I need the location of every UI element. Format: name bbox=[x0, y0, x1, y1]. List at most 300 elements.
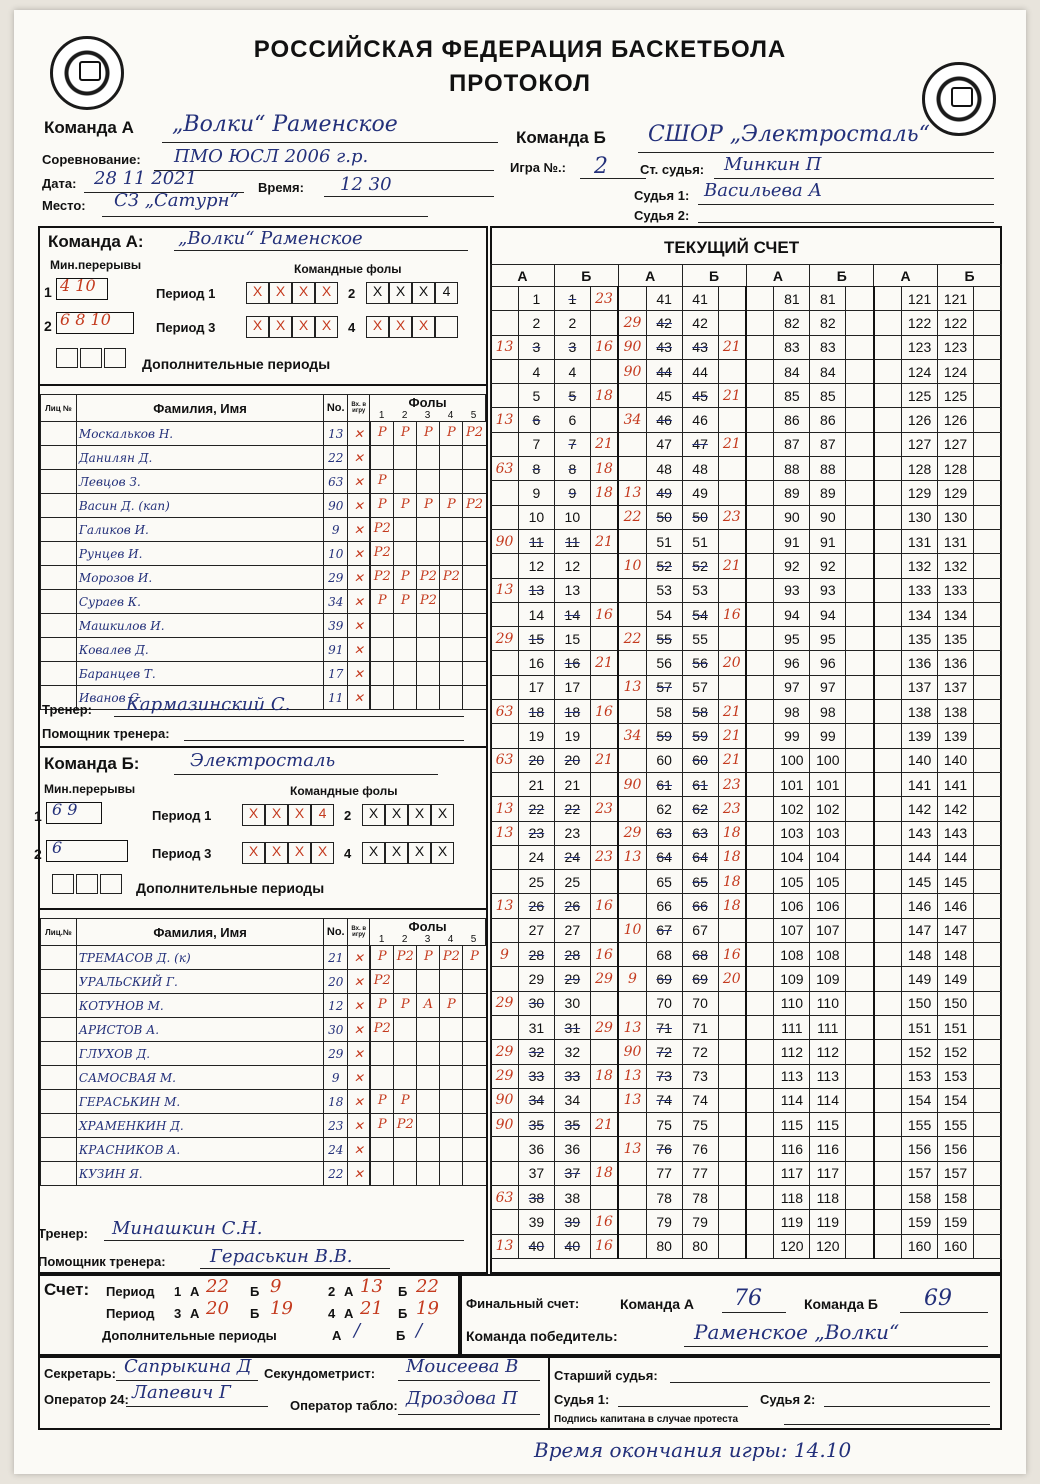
score-b-player: 18 bbox=[590, 457, 618, 481]
final-score-label: Финальный счет: bbox=[466, 1296, 580, 1311]
score-a-number: 12 bbox=[518, 554, 554, 578]
score-col-a: А bbox=[874, 265, 938, 287]
score-a-player bbox=[874, 772, 902, 796]
score-b-number: 31 bbox=[554, 1015, 590, 1039]
score-a-player bbox=[874, 457, 902, 481]
team-a-player-row: Рунцев И. 10 ✕ P2 bbox=[41, 542, 486, 566]
place-label: Место: bbox=[42, 198, 86, 213]
player-number: 11 bbox=[324, 686, 348, 710]
player-foul: P bbox=[393, 590, 416, 613]
score-a-number: 7 bbox=[518, 432, 554, 456]
player-foul bbox=[393, 614, 416, 637]
team-b-player-row: КОТУНОВ М. 12 ✕ P P A P bbox=[41, 994, 486, 1018]
player-foul bbox=[416, 970, 439, 993]
score-a-player bbox=[874, 918, 902, 942]
score-a-player: 90 bbox=[491, 529, 519, 553]
player-name: САМОСВАЯ М. bbox=[76, 1066, 323, 1090]
score-b-player bbox=[846, 311, 874, 335]
team-a-roster: Лиц № Фамилия, Имя No. Вх. в игру Фолы 1 2 3 4 5 Москальков Н. 13 ✕ P P P P P2 Данилян Д. 22 ✕ Левцов З. 63 ✕ P Васин Д. (кап) 90 ✕ P P P P P2 Галиков И. 9 ✕ P2 Рунцев И. 10 ✕ P2 Морозов И. 29 ✕ P2 P P2 P2 Сураев К. 34 ✕ P P P2 Машкилов И. 39 ✕ Ковалев Д. 91 ✕ Баранцев Т. 17 ✕ Иванов С. 11 ✕ bbox=[40, 394, 486, 710]
team-a-coach-value: Кармазинский С. bbox=[126, 694, 291, 715]
score-a-number: 31 bbox=[518, 1015, 554, 1039]
player-name: ХРАМЕНКИН Д. bbox=[76, 1114, 323, 1138]
score-b-player bbox=[846, 1185, 874, 1209]
score-row bbox=[491, 311, 1002, 335]
score-b-player bbox=[846, 602, 874, 626]
score-b-number: 14 bbox=[554, 602, 590, 626]
score-col-a: А bbox=[491, 265, 555, 287]
score-b-number: 105 bbox=[810, 870, 846, 894]
score-a-player bbox=[618, 1161, 646, 1185]
score-a-player bbox=[874, 748, 902, 772]
score-a-player: 13 bbox=[491, 797, 519, 821]
score-b-number: 102 bbox=[810, 797, 846, 821]
score-a-number: 97 bbox=[774, 675, 810, 699]
score-a-player: 34 bbox=[618, 408, 646, 432]
score-a-number: 90 bbox=[774, 505, 810, 529]
score-a-number: 96 bbox=[774, 651, 810, 675]
score-b-player bbox=[590, 724, 618, 748]
score-a-number: 126 bbox=[902, 408, 938, 432]
player-foul bbox=[370, 662, 393, 685]
score-b-number: 127 bbox=[938, 432, 974, 456]
score-a-number: 130 bbox=[902, 505, 938, 529]
score-a-player bbox=[491, 967, 519, 991]
date-value: 28 11 2021 bbox=[94, 168, 198, 189]
score-a-number: 112 bbox=[774, 1040, 810, 1064]
score-a-player bbox=[746, 408, 774, 432]
score-a-player bbox=[746, 845, 774, 869]
score-b-player bbox=[973, 675, 1001, 699]
player-name: КОТУНОВ М. bbox=[76, 994, 323, 1018]
ref1-label: Судья 1: bbox=[634, 188, 690, 203]
score-b-player bbox=[973, 554, 1001, 578]
score-b-player bbox=[718, 1234, 746, 1258]
score-a-number: 99 bbox=[774, 724, 810, 748]
score-a-player bbox=[874, 1064, 902, 1088]
score-a-player bbox=[746, 894, 774, 918]
score-b-number: 11 bbox=[554, 529, 590, 553]
score-a-player: 10 bbox=[618, 554, 646, 578]
score-a-number: 73 bbox=[646, 1064, 682, 1088]
score-a-number: 148 bbox=[902, 943, 938, 967]
score-row bbox=[491, 1015, 1002, 1039]
score-a-number: 117 bbox=[774, 1161, 810, 1185]
team-b-label: Команда Б bbox=[516, 128, 606, 147]
score-b-number: 8 bbox=[554, 457, 590, 481]
score-b-player bbox=[846, 724, 874, 748]
player-foul: P bbox=[370, 590, 393, 613]
score-b-player bbox=[973, 918, 1001, 942]
player-name: Баранцев Т. bbox=[76, 662, 323, 686]
score-b-player bbox=[846, 578, 874, 602]
score-b-player bbox=[718, 1113, 746, 1137]
score-b-player bbox=[973, 1137, 1001, 1161]
team-b-player-row: САМОСВАЯ М. 9 ✕ bbox=[41, 1066, 486, 1090]
score-col-a: А bbox=[618, 265, 682, 287]
score-b-number: 137 bbox=[938, 675, 974, 699]
sign-ref1-label: Судья 1: bbox=[554, 1392, 610, 1407]
player-name: Васин Д. (кап) bbox=[76, 494, 323, 518]
score-row bbox=[491, 602, 1002, 626]
player-foul bbox=[393, 518, 416, 541]
score-a-player bbox=[746, 578, 774, 602]
score-row bbox=[491, 578, 1002, 602]
score-b-number: 25 bbox=[554, 870, 590, 894]
score-b-player bbox=[973, 772, 1001, 796]
team-a-period3-label: Период 3 bbox=[156, 320, 216, 335]
score-b-player: 16 bbox=[590, 700, 618, 724]
score-a-number: 149 bbox=[902, 967, 938, 991]
player-name: Левцов З. bbox=[76, 470, 323, 494]
score-a-player bbox=[874, 384, 902, 408]
player-number: 24 bbox=[324, 1138, 348, 1162]
score-a-number: 24 bbox=[518, 845, 554, 869]
score-b-number: 156 bbox=[938, 1137, 974, 1161]
score-a-player bbox=[746, 335, 774, 359]
score-a-number: 25 bbox=[518, 870, 554, 894]
score-a-player: 90 bbox=[618, 1040, 646, 1064]
player-foul: P2 bbox=[462, 422, 485, 445]
player-foul: P2 bbox=[416, 566, 439, 589]
score-b-player bbox=[973, 432, 1001, 456]
team-b-assistant-label: Помощник тренера: bbox=[38, 1254, 166, 1269]
score-a-number: 143 bbox=[902, 821, 938, 845]
score-b-player bbox=[973, 870, 1001, 894]
ref1-value: Васильева А bbox=[704, 180, 823, 201]
score-a-player bbox=[746, 700, 774, 724]
score-a-number: 70 bbox=[646, 991, 682, 1015]
score-b-player bbox=[846, 1040, 874, 1064]
team-b-fouls-p1: X X X 4 bbox=[242, 804, 334, 826]
score-a-number: 77 bbox=[646, 1161, 682, 1185]
score-a-number: 133 bbox=[902, 578, 938, 602]
score-a-number: 48 bbox=[646, 457, 682, 481]
score-a-player bbox=[746, 1088, 774, 1112]
score-b-number: 124 bbox=[938, 359, 974, 383]
score-a-player bbox=[874, 797, 902, 821]
score-b-number: 15 bbox=[554, 627, 590, 651]
score-b-player: 18 bbox=[718, 845, 746, 869]
score-a-number: 116 bbox=[774, 1137, 810, 1161]
score-b-player bbox=[846, 1210, 874, 1234]
score-a-player bbox=[618, 943, 646, 967]
score-b-number: 44 bbox=[682, 359, 718, 383]
score-b-player: 21 bbox=[590, 432, 618, 456]
score-b-player: 18 bbox=[590, 481, 618, 505]
score-a-number: 144 bbox=[902, 845, 938, 869]
score-a-player bbox=[746, 1137, 774, 1161]
score-a-player bbox=[746, 918, 774, 942]
score-a-player: 29 bbox=[618, 821, 646, 845]
score-row bbox=[491, 529, 1002, 553]
score-b-player bbox=[973, 408, 1001, 432]
player-foul bbox=[439, 614, 462, 637]
score-p2-a: 13 bbox=[360, 1276, 383, 1297]
score-a-number: 86 bbox=[774, 408, 810, 432]
captain-protest-label: Подпись капитана в случае протеста bbox=[554, 1414, 739, 1425]
score-b-number: 57 bbox=[682, 675, 718, 699]
score-b-number: 147 bbox=[938, 918, 974, 942]
score-b-player bbox=[973, 1113, 1001, 1137]
player-foul bbox=[462, 994, 485, 1017]
score-a-number: 150 bbox=[902, 991, 938, 1015]
score-b-number: 36 bbox=[554, 1137, 590, 1161]
score-a-number: 153 bbox=[902, 1064, 938, 1088]
score-a-number: 111 bbox=[774, 1015, 810, 1039]
score-b-player bbox=[846, 845, 874, 869]
score-a-number: 83 bbox=[774, 335, 810, 359]
team-b-col-fouls: Фолы bbox=[408, 919, 447, 934]
player-number: 39 bbox=[324, 614, 348, 638]
score-b-player: 16 bbox=[590, 335, 618, 359]
score-a-number: 58 bbox=[646, 700, 682, 724]
score-a-player bbox=[746, 529, 774, 553]
score-b-player: 16 bbox=[718, 602, 746, 626]
score-p1-b: 9 bbox=[270, 1276, 282, 1297]
player-foul: P bbox=[393, 494, 416, 517]
score-b-number: 49 bbox=[682, 481, 718, 505]
score-b-number: 111 bbox=[810, 1015, 846, 1039]
score-row bbox=[491, 554, 1002, 578]
score-b-player: 21 bbox=[590, 651, 618, 675]
score-b-number: 79 bbox=[682, 1210, 718, 1234]
score-b-number: 71 bbox=[682, 1015, 718, 1039]
player-foul: P bbox=[370, 946, 393, 969]
score-a-player: 22 bbox=[618, 627, 646, 651]
player-foul bbox=[439, 1066, 462, 1089]
score-a-number: 29 bbox=[518, 967, 554, 991]
score-a-number: 6 bbox=[518, 408, 554, 432]
team-a-col-play: Вх. в игру bbox=[348, 395, 370, 422]
score-b-number: 23 bbox=[554, 821, 590, 845]
score-b-player bbox=[846, 870, 874, 894]
player-foul bbox=[393, 1138, 416, 1161]
score-a-number: 139 bbox=[902, 724, 938, 748]
score-p1-no: 1 bbox=[174, 1284, 182, 1299]
score-a-player bbox=[618, 1210, 646, 1234]
score-b-player bbox=[590, 991, 618, 1015]
score-b-player: 16 bbox=[590, 894, 618, 918]
score-a-number: 81 bbox=[774, 287, 810, 311]
team-a-col-name: Фамилия, Имя bbox=[76, 395, 323, 422]
score-row bbox=[491, 1161, 1002, 1185]
player-foul bbox=[416, 614, 439, 637]
player-name: Иванов С. bbox=[76, 686, 323, 710]
score-b-player bbox=[973, 1015, 1001, 1039]
score-a-player bbox=[618, 870, 646, 894]
player-foul bbox=[393, 470, 416, 493]
player-foul bbox=[416, 1018, 439, 1041]
team-a-player-row: Данилян Д. 22 ✕ bbox=[41, 446, 486, 470]
player-foul bbox=[370, 1066, 393, 1089]
score-b-number: 40 bbox=[554, 1234, 590, 1258]
score-a-player: 29 bbox=[491, 991, 519, 1015]
score-b-number: 109 bbox=[810, 967, 846, 991]
score-a-player bbox=[491, 675, 519, 699]
player-name: Москальков Н. bbox=[76, 422, 323, 446]
score-b-number: 62 bbox=[682, 797, 718, 821]
score-b-number: 91 bbox=[810, 529, 846, 553]
score-b-number: 139 bbox=[938, 724, 974, 748]
score-a-player bbox=[746, 943, 774, 967]
score-b-number: 16 bbox=[554, 651, 590, 675]
team-b-extra-label: Дополнительные периоды bbox=[136, 880, 325, 896]
score-a-player: 63 bbox=[491, 748, 519, 772]
score-b-number: 53 bbox=[682, 578, 718, 602]
score-b-number: 159 bbox=[938, 1210, 974, 1234]
score-b-number: 43 bbox=[682, 335, 718, 359]
score-row bbox=[491, 408, 1002, 432]
score-b-player: 21 bbox=[718, 432, 746, 456]
score-a-player bbox=[746, 457, 774, 481]
team-a-extra-label: Дополнительные периоды bbox=[142, 356, 331, 372]
score-a-number: 4 bbox=[518, 359, 554, 383]
score-a-player bbox=[874, 578, 902, 602]
score-b-player: 23 bbox=[718, 797, 746, 821]
score-a-player bbox=[491, 481, 519, 505]
score-a-number: 159 bbox=[902, 1210, 938, 1234]
score-a-player: 29 bbox=[491, 1040, 519, 1064]
score-a-number: 9 bbox=[518, 481, 554, 505]
score-a-player bbox=[874, 359, 902, 383]
score-b-number: 26 bbox=[554, 894, 590, 918]
score-b-number: 138 bbox=[938, 700, 974, 724]
score-b-player bbox=[846, 797, 874, 821]
score-a-number: 155 bbox=[902, 1113, 938, 1137]
timer-label: Секундометрист: bbox=[264, 1366, 376, 1381]
score-b-player bbox=[973, 457, 1001, 481]
player-foul bbox=[462, 470, 485, 493]
score-p3-b: 19 bbox=[270, 1298, 293, 1319]
score-b-player bbox=[590, 1137, 618, 1161]
score-b-number: 80 bbox=[682, 1234, 718, 1258]
score-a-player: 9 bbox=[491, 943, 519, 967]
score-a-player: 13 bbox=[491, 335, 519, 359]
winner-value: Раменское „Волки“ bbox=[694, 1320, 900, 1344]
player-foul: P bbox=[462, 946, 485, 969]
player-foul bbox=[370, 686, 393, 709]
score-a-number: 71 bbox=[646, 1015, 682, 1039]
score-row bbox=[491, 457, 1002, 481]
score-a-number: 129 bbox=[902, 481, 938, 505]
score-period-label-1: Период bbox=[106, 1284, 155, 1299]
team-b-player-row: КРАСНИКОВ А. 24 ✕ bbox=[41, 1138, 486, 1162]
score-b-number: 72 bbox=[682, 1040, 718, 1064]
score-b-number: 149 bbox=[938, 967, 974, 991]
score-a-number: 67 bbox=[646, 918, 682, 942]
score-row bbox=[491, 627, 1002, 651]
score-b-number: 143 bbox=[938, 821, 974, 845]
score-b-player: 18 bbox=[590, 1064, 618, 1088]
score-a-number: 160 bbox=[902, 1234, 938, 1258]
score-b-player: 23 bbox=[590, 845, 618, 869]
score-a-number: 46 bbox=[646, 408, 682, 432]
sign-ref2-label: Судья 2: bbox=[760, 1392, 816, 1407]
score-b-player bbox=[973, 311, 1001, 335]
game-no-label: Игра №.: bbox=[510, 160, 566, 175]
score-b-number: 154 bbox=[938, 1088, 974, 1112]
team-a-player-row: Машкилов И. 39 ✕ bbox=[41, 614, 486, 638]
score-b-player bbox=[973, 602, 1001, 626]
team-b-timeouts-row2-value: 6 bbox=[52, 838, 63, 857]
player-foul bbox=[462, 590, 485, 613]
team-a-col-fouls: Фолы bbox=[408, 395, 447, 410]
player-foul bbox=[439, 1162, 462, 1185]
op24-label: Оператор 24: bbox=[44, 1392, 129, 1407]
score-a-player bbox=[874, 1015, 902, 1039]
score-a-number: 2 bbox=[518, 311, 554, 335]
score-b-number: 136 bbox=[938, 651, 974, 675]
score-a-player: 13 bbox=[491, 408, 519, 432]
score-a-player bbox=[874, 1210, 902, 1234]
score-a-number: 50 bbox=[646, 505, 682, 529]
score-a-number: 5 bbox=[518, 384, 554, 408]
player-foul: P bbox=[393, 994, 416, 1017]
score-a-player bbox=[491, 602, 519, 626]
score-a-player bbox=[491, 1137, 519, 1161]
game-no-value: 2 bbox=[594, 154, 608, 179]
score-a-player bbox=[746, 748, 774, 772]
score-b-number: 39 bbox=[554, 1210, 590, 1234]
player-foul bbox=[462, 446, 485, 469]
score-a-number: 121 bbox=[902, 287, 938, 311]
score-col-b: Б bbox=[554, 265, 618, 287]
score-b-player: 16 bbox=[718, 943, 746, 967]
team-b-col-no: No. bbox=[324, 919, 348, 946]
player-foul: P2 bbox=[416, 590, 439, 613]
score-b-player bbox=[846, 1113, 874, 1137]
team-a-header-label: Команда А: bbox=[48, 232, 144, 251]
player-foul: P bbox=[416, 946, 439, 969]
team-b-timeouts-row1-value: 6 9 bbox=[52, 800, 78, 819]
score-a-player bbox=[874, 991, 902, 1015]
score-b-number: 69 bbox=[682, 967, 718, 991]
score-b-player bbox=[973, 1088, 1001, 1112]
score-a-number: 93 bbox=[774, 578, 810, 602]
score-b-player bbox=[973, 651, 1001, 675]
score-a-number: 125 bbox=[902, 384, 938, 408]
score-p3-a: 20 bbox=[206, 1298, 229, 1319]
score-b-player bbox=[846, 1088, 874, 1112]
score-a-player bbox=[746, 627, 774, 651]
score-b-player: 21 bbox=[590, 748, 618, 772]
score-a-player bbox=[491, 845, 519, 869]
team-a-fouls-p4: X X X bbox=[366, 316, 458, 338]
score-b-number: 150 bbox=[938, 991, 974, 1015]
score-a-number: 87 bbox=[774, 432, 810, 456]
player-name: Рунцев И. bbox=[76, 542, 323, 566]
score-a-player bbox=[746, 311, 774, 335]
team-a-coach-label: Тренер: bbox=[42, 702, 92, 717]
player-foul bbox=[439, 518, 462, 541]
player-foul bbox=[439, 1090, 462, 1113]
score-a-number: 104 bbox=[774, 845, 810, 869]
score-a-player bbox=[874, 481, 902, 505]
player-name: Машкилов И. bbox=[76, 614, 323, 638]
player-foul: P bbox=[439, 422, 462, 445]
score-b-player: 29 bbox=[590, 1015, 618, 1039]
player-foul: P2 bbox=[462, 494, 485, 517]
score-b-player: 23 bbox=[590, 287, 618, 311]
score-b-player bbox=[973, 481, 1001, 505]
score-a-player bbox=[746, 432, 774, 456]
score-b-player: 21 bbox=[718, 700, 746, 724]
score-a-player bbox=[746, 287, 774, 311]
player-number: 12 bbox=[324, 994, 348, 1018]
score-b-number: 67 bbox=[682, 918, 718, 942]
score-b-player: 18 bbox=[590, 384, 618, 408]
score-b-player: 18 bbox=[718, 821, 746, 845]
